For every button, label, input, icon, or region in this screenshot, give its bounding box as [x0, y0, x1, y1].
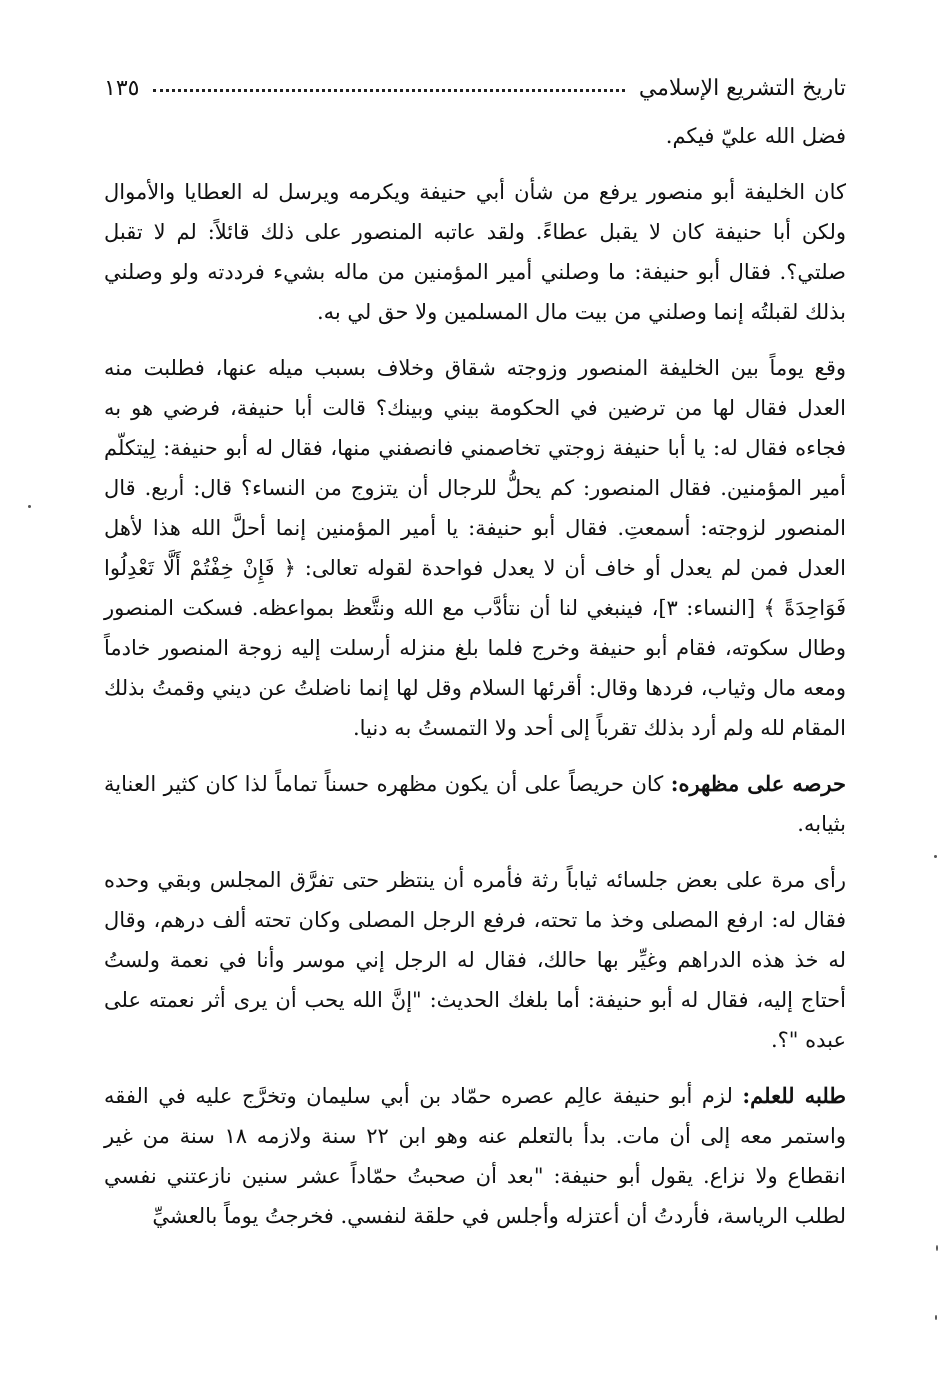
paragraph [104, 172, 846, 332]
paragraph-text: كان الخليفة أبو منصور يرفع من شأن أبي حنيفة ويكرمه ويرسل له العطايا والأموال ولكن أبا حنيفة كان لا يقبل عطاءً. ولقد عاتبه المنصور على ذلك قائلاً: لم لا تقبل صلتي؟. فقال أبو حنيفة: ما وصلني أمير المؤمنين من ماله بشيء فرددته ولو وصلني بذلك لقبلتُه إنما وصلني من بيت مال المسلمين ولا حق لي به. [104, 180, 846, 324]
header-dotted-leader [153, 89, 624, 92]
section-heading: طلبه للعلم: [742, 1083, 846, 1108]
book-page [104, 66, 846, 1236]
scan-speck [936, 1245, 938, 1251]
paragraph [104, 1076, 846, 1236]
paragraph-text: لزم أبو حنيفة عالِم عصره حمّاد بن أبي سليمان وتخرَّج عليه في الفقه واستمر معه إلى أن مات. بدأ بالتعلم عنه وهو ابن ٢٢ سنة ولازمه ١٨ سنة من غير انقطاع ولا نزاع. يقول أبو حنيفة: "بعد أن صحبتُ حمّاداً عشر سنين نازعتني نفسي لطلب الرياسة، فأردتُ أن أعتزله وأجلس في حلقة لنفسي. فخرجتُ يوماً بالعشيِّ [104, 1084, 846, 1228]
paragraph [104, 348, 846, 748]
paragraph-text: فضل الله عليّ فيكم. [665, 124, 846, 148]
paragraph-text: رأى مرة على بعض جلسائه ثياباً رثة فأمره أن ينتظر حتى تفرَّق المجلس وبقي وحده فقال له: ارفع المصلى وخذ ما تحته، فرفع الرجل المصلى وكان تحته ألف درهم، وقال له خذ هذه الدراهم وغيِّر بها حالك، فقال له الرجل إني موسر وأنا في نعمة ولستُ أحتاج إليه، فقال له أبو حنيفة: أما بلغك الحديث: "إنَّ الله يحب أن يرى أثر نعمته على عبده "؟. [104, 868, 846, 1052]
paragraph [104, 116, 846, 156]
page-number: ١٣٥ [104, 75, 140, 101]
paragraph [104, 764, 846, 844]
paragraph-text: [النساء: ٣]، فينبغي لنا أن نتأدَّب مع الله ونتَّعظ بمواعظه. فسكت المنصور وطال سكوته، فقام أبو حنيفة وخرج فلما بلغ منزله أرسلت إليه زوجة المنصور خادماً ومعه مال وثياب، فردها وقال: أقرئها السلام وقل لها إنما ناضلتُ عن ديني وقمتُ بذلك المقام لله ولم أرد بذلك تقرباً إلى أحد ولا التمستُ به دنيا. [104, 596, 846, 740]
paragraph-text: وقع يوماً بين الخليفة المنصور وزوجته شقاق وخلاف بسبب ميله عنها، فطلبت منه العدل فقال لها من ترضين في الحكومة بيني وبينك؟ قالت أبا حنيفة، فرضي هو به فجاءه فقال له: يا أبا حنيفة زوجتي تخاصمني فانصفني منها، فقال له أبو حنيفة: لِيتكلّم أمير المؤمنين. فقال المنصور: كم يحلُّ للرجال أن يتزوج من النساء؟ قال: أربع. قال المنصور لزوجته: أسمعتِ. فقال أبو حنيفة: يا أمير المؤمنين إنما أحلَّ الله هذا لأهل العدل فمن لم يعدل أو خاف أن لا يعدل فواحدة لقوله تعالى: [104, 356, 846, 580]
paragraph [104, 860, 846, 1060]
scan-speck [935, 1315, 937, 1320]
scan-speck [28, 505, 31, 508]
section-heading: حرصه على مظهره: [670, 771, 846, 796]
paragraph-text: كان حريصاً على أن يكون مظهره حسناً تماماً لذا كان كثير العناية بثيابه. [104, 772, 846, 836]
running-header [104, 66, 846, 110]
running-title: تاريخ التشريع الإسلامي [638, 75, 846, 101]
quran-verse: ﴿ فَإِنْ خِفْتُمْ أَلَّا تَعْدِلُوا فَوَاحِدَةً ﴾ [104, 556, 846, 620]
scan-speck [934, 855, 937, 858]
